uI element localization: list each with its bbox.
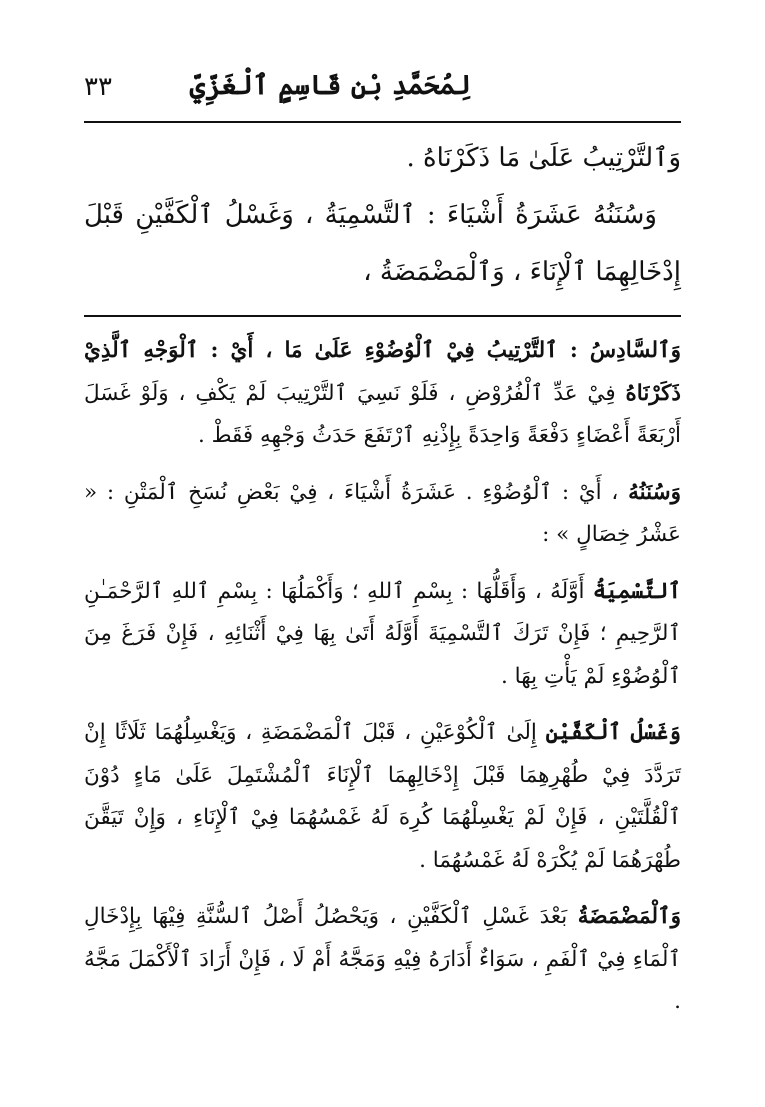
sharh-paragraph-sixth — [84, 330, 681, 458]
sharh-lead-term: وَغَسْلُ ٱلْكَفَّيْنِ — [545, 720, 681, 745]
sharh-paragraph-tasmiya — [84, 571, 681, 699]
sharh-body: ، أَيْ : ٱلْوُضُوْءِ . عَشَرَةُ أَشْيَاءَ ، فِيْ بَعْضِ نُسَخِ ٱلْمَتْنِ : « عَشْرُ خِصَالٍ » : — [84, 479, 681, 547]
matn-sharh-separator — [84, 315, 681, 317]
sharh-lead-term: وَٱلسَّادِسُ : ٱلتَّرْتِيبُ فِيْ ٱلْوُضُوْءِ عَلَىٰ مَا ، أَيْ : ٱلْوَجْهِ ٱلَّذِيْ ذَكَرْنَاهُ — [84, 338, 681, 406]
sharh-paragraph-kaffayn — [84, 712, 681, 882]
sharh-paragraph-sunan — [84, 472, 681, 557]
sharh-body: أَوَّلَهُ ، وَأَقَلُّهَا : بِسْمِ ٱللهِ ؛ وَأَكْمَلُهَا : بِسْمِ ٱللهِ ٱلرَّحْمَـٰنِ ٱلرَّحِيمِ ؛ فَإِنْ تَرَكَ ٱلتَّسْمِيَةَ أَوَّلَهُ أَتَىٰ بِهَا فِيْ أَثْنَائِهِ ، فَإِنْ فَرَغَ مِنَ ٱلْوُضُوْءِ لَمْ يَأْتِ بِهَا . — [84, 578, 681, 689]
page-number: ٣٣ — [84, 72, 112, 102]
running-title: لِمُحَمَّدِ بْنِ قَاسِمٍ ٱلْغَزِّيِّ — [189, 70, 471, 101]
sharh-commentary — [84, 330, 681, 1038]
sharh-lead-term: وَسُنَنُهُ — [628, 479, 681, 505]
sharh-lead-term: وَٱلْمَضْمَضَةُ — [577, 904, 681, 929]
sharh-body: بَعْدَ غَسْلِ ٱلْكَفَّيْنِ ، وَيَحْصُلُ أَصْلُ ٱلسُّنَّةِ فِيْهَا بِإِدْخَالِ ٱلْمَاءِ فِيْ ٱلْفَمِ ، سَوَاءٌ أَدَارَهُ فِيْهِ وَمَجَّهُ أَمْ لَا ، فَإِنْ أَرَادَ ٱلْأَكْمَلَ مَجَّهُ . — [84, 904, 681, 1014]
matn-line-1: وَٱلتَّرْتِيبُ عَلَىٰ مَا ذَكَرْنَاهُ . — [406, 143, 681, 173]
running-header — [84, 68, 681, 114]
sharh-paragraph-madmada — [84, 896, 681, 1024]
sharh-body: إِلَىٰ ٱلْكُوْعَيْنِ ، قَبْلَ ٱلْمَضْمَضَةِ ، وَيَغْسِلُهُمَا ثَلَاثًا إِنْ تَرَدَّدَ فِيْ طُهْرِهِمَا قَبْلَ إِدْخَالِهِمَا ٱلْإِنَاءَ ٱلْمُشْتَمِلَ عَلَىٰ مَاءٍ دُوْنَ ٱلْقُلَّتَيْنِ ، فَإِنْ لَمْ يَغْسِلْهُمَا كُرِهَ لَهُ غَمْسُهُمَا فِيْ ٱلْإِنَاءِ ، وَإِنْ تَيَقَّنَ طُهْرَهُمَا لَمْ يُكْرَهْ لَهُ غَمْسُهُمَا . — [84, 720, 681, 873]
sharh-body: فِيْ عَدِّ ٱلْفُرُوْضِ ، فَلَوْ نَسِيَ ٱلتَّرْتِيبَ لَمْ يَكْفِ ، وَلَوْ غَسَلَ أَرْبَعَةً أَعْضَاءٍ دَفْعَةً وَاحِدَةً بِإِذْنِهِ ٱرْتَفَعَ حَدَثُ وَجْهِهِ فَقَطْ . — [84, 380, 681, 448]
matn-text — [84, 130, 681, 301]
sharh-lead-term: ٱلتَّسْمِيَةُ — [592, 578, 681, 604]
header-rule — [84, 121, 681, 123]
matn-line-2: وَسُنَنُهُ عَشَرَةُ أَشْيَاءَ : ٱلتَّسْمِيَةُ ، وَغَسْلُ ٱلْكَفَّيْنِ قَبْلَ إِدْخَالِهِمَا ٱلْإِنَاءَ ، وَٱلْمَضْمَضَةُ ، — [84, 200, 681, 287]
